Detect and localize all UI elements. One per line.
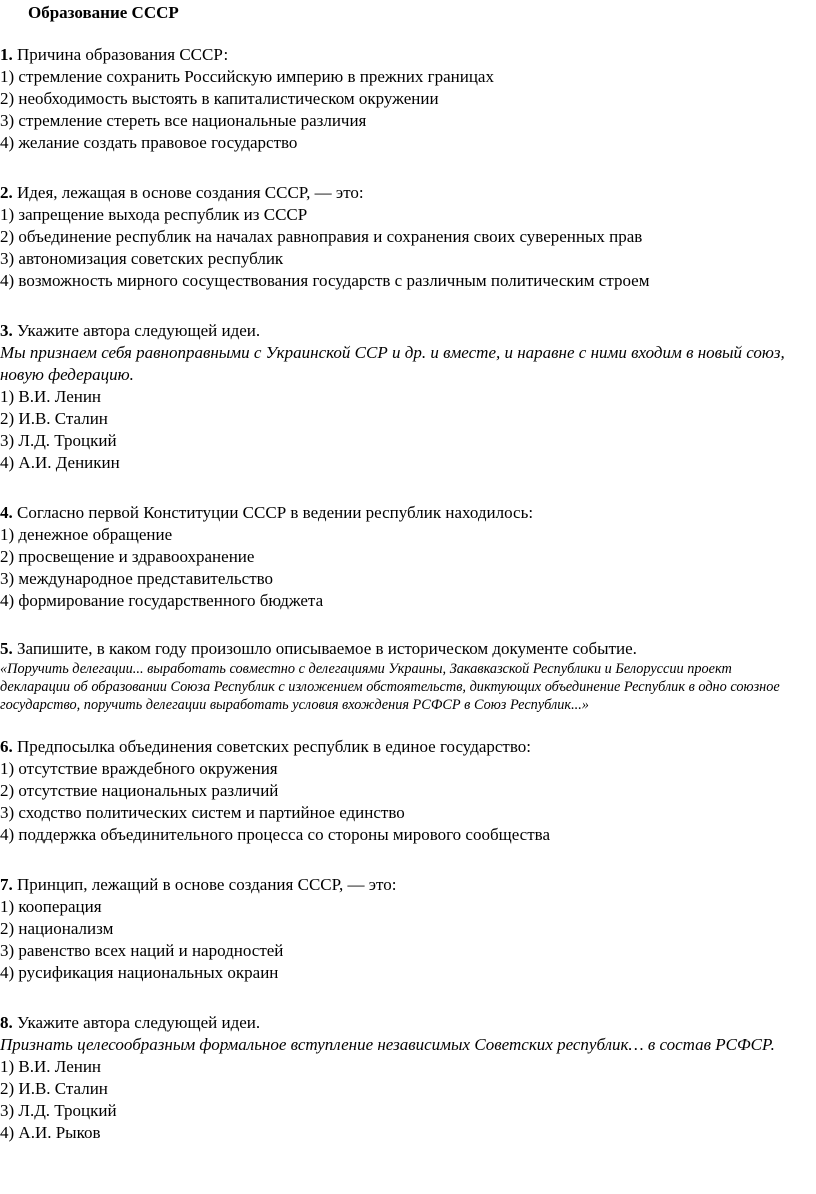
question-1-number: 1. — [0, 45, 13, 64]
question-8-option-3: 3) Л.Д. Троцкий — [0, 1101, 117, 1120]
question-2-option-3: 3) автономизация советских республик — [0, 249, 284, 268]
question-6-option-3: 3) сходство политических систем и партийное единство — [0, 803, 405, 822]
question-6-prompt — [0, 736, 800, 758]
question-8-option-2: 2) И.В. Сталин — [0, 1079, 108, 1098]
question-7-option-4: 4) русификация национальных окраин — [0, 963, 279, 982]
question-4-text: Согласно первой Конституции СССР в ведении республик находилось: — [12, 503, 534, 522]
question-4-prompt — [0, 502, 800, 524]
question-3-text: Укажите автора следующей идеи. — [12, 321, 261, 340]
question-3-quote: Мы признаем себя равноправными с Украинской ССР и др. и вместе, и наравне с ними входим в новый союз, новую федерацию. — [0, 343, 785, 384]
question-3-option-4: 4) А.И. Деникин — [0, 453, 120, 472]
question-5 — [0, 638, 800, 714]
question-1-option-3: 3) стремление стереть все национальные различия — [0, 111, 367, 130]
question-7-option-1: 1) кооперация — [0, 897, 102, 916]
document-title: Образование СССР — [28, 3, 179, 22]
question-6 — [0, 736, 800, 846]
question-6-number: 6. — [0, 737, 13, 756]
question-8 — [0, 1012, 800, 1144]
question-7-number: 7. — [0, 875, 13, 894]
question-4-option-4: 4) формирование государственного бюджета — [0, 591, 324, 610]
question-5-text: Запишите, в каком году произошло описываемое в историческом документе событие. — [12, 639, 637, 658]
question-5-number: 5. — [0, 639, 13, 658]
question-3-option-2: 2) И.В. Сталин — [0, 409, 108, 428]
question-4-option-1: 1) денежное обращение — [0, 525, 173, 544]
question-7-option-3: 3) равенство всех наций и народностей — [0, 941, 284, 960]
question-8-option-1: 1) В.И. Ленин — [0, 1057, 102, 1076]
question-4 — [0, 502, 800, 612]
question-3-option-3: 3) Л.Д. Троцкий — [0, 431, 117, 450]
question-8-option-4: 4) А.И. Рыков — [0, 1123, 101, 1142]
question-3-prompt — [0, 320, 800, 342]
question-8-number: 8. — [0, 1013, 13, 1032]
question-6-text: Предпосылка объединения советских республик в единое государство: — [12, 737, 531, 756]
question-3-number: 3. — [0, 321, 13, 340]
question-2-prompt — [0, 182, 800, 204]
question-1-text: Причина образования СССР: — [12, 45, 229, 64]
question-7-text: Принцип, лежащий в основе создания СССР, — это: — [12, 875, 397, 894]
question-6-option-4: 4) поддержка объединительного процесса со стороны мирового сообщества — [0, 825, 551, 844]
question-4-number: 4. — [0, 503, 13, 522]
question-1 — [0, 44, 800, 154]
question-1-prompt — [0, 44, 800, 66]
question-7-option-2: 2) национализм — [0, 919, 114, 938]
question-5-quote: «Поручить делегации... выработать совместно с делегациями Украины, Закавказской Республики и Белоруссии проект декларации об образовании Союза Республик с изложением обстоятельств, диктующих объединение Республик в одно союзное государство, поручить делегации выработать условия вхождения РСФСР в Союз Республик...» — [0, 661, 780, 713]
question-8-quote: Признать целесообразным формальное вступление независимых Советских республик… в состав РСФСР. — [0, 1035, 775, 1054]
question-2-number: 2. — [0, 183, 13, 202]
question-2-option-2: 2) объединение республик на началах равноправия и сохранения своих суверенных прав — [0, 227, 643, 246]
question-8-text: Укажите автора следующей идеи. — [12, 1013, 261, 1032]
question-4-option-3: 3) международное представительство — [0, 569, 274, 588]
question-1-option-2: 2) необходимость выстоять в капиталистическом окружении — [0, 89, 439, 108]
question-6-option-2: 2) отсутствие национальных различий — [0, 781, 279, 800]
question-1-option-1: 1) стремление сохранить Российскую империю в прежних границах — [0, 67, 494, 86]
question-3-option-1: 1) В.И. Ленин — [0, 387, 102, 406]
question-4-option-2: 2) просвещение и здравоохранение — [0, 547, 255, 566]
question-2 — [0, 182, 800, 292]
question-5-prompt — [0, 638, 800, 660]
question-1-option-4: 4) желание создать правовое государство — [0, 133, 298, 152]
question-7-prompt — [0, 874, 800, 896]
question-2-option-4: 4) возможность мирного сосуществования государств с различным политическим строем — [0, 271, 650, 290]
question-7 — [0, 874, 800, 984]
question-2-option-1: 1) запрещение выхода республик из СССР — [0, 205, 308, 224]
question-8-prompt — [0, 1012, 800, 1034]
question-3 — [0, 320, 800, 474]
question-2-text: Идея, лежащая в основе создания СССР, — это: — [12, 183, 364, 202]
question-6-option-1: 1) отсутствие враждебного окружения — [0, 759, 278, 778]
